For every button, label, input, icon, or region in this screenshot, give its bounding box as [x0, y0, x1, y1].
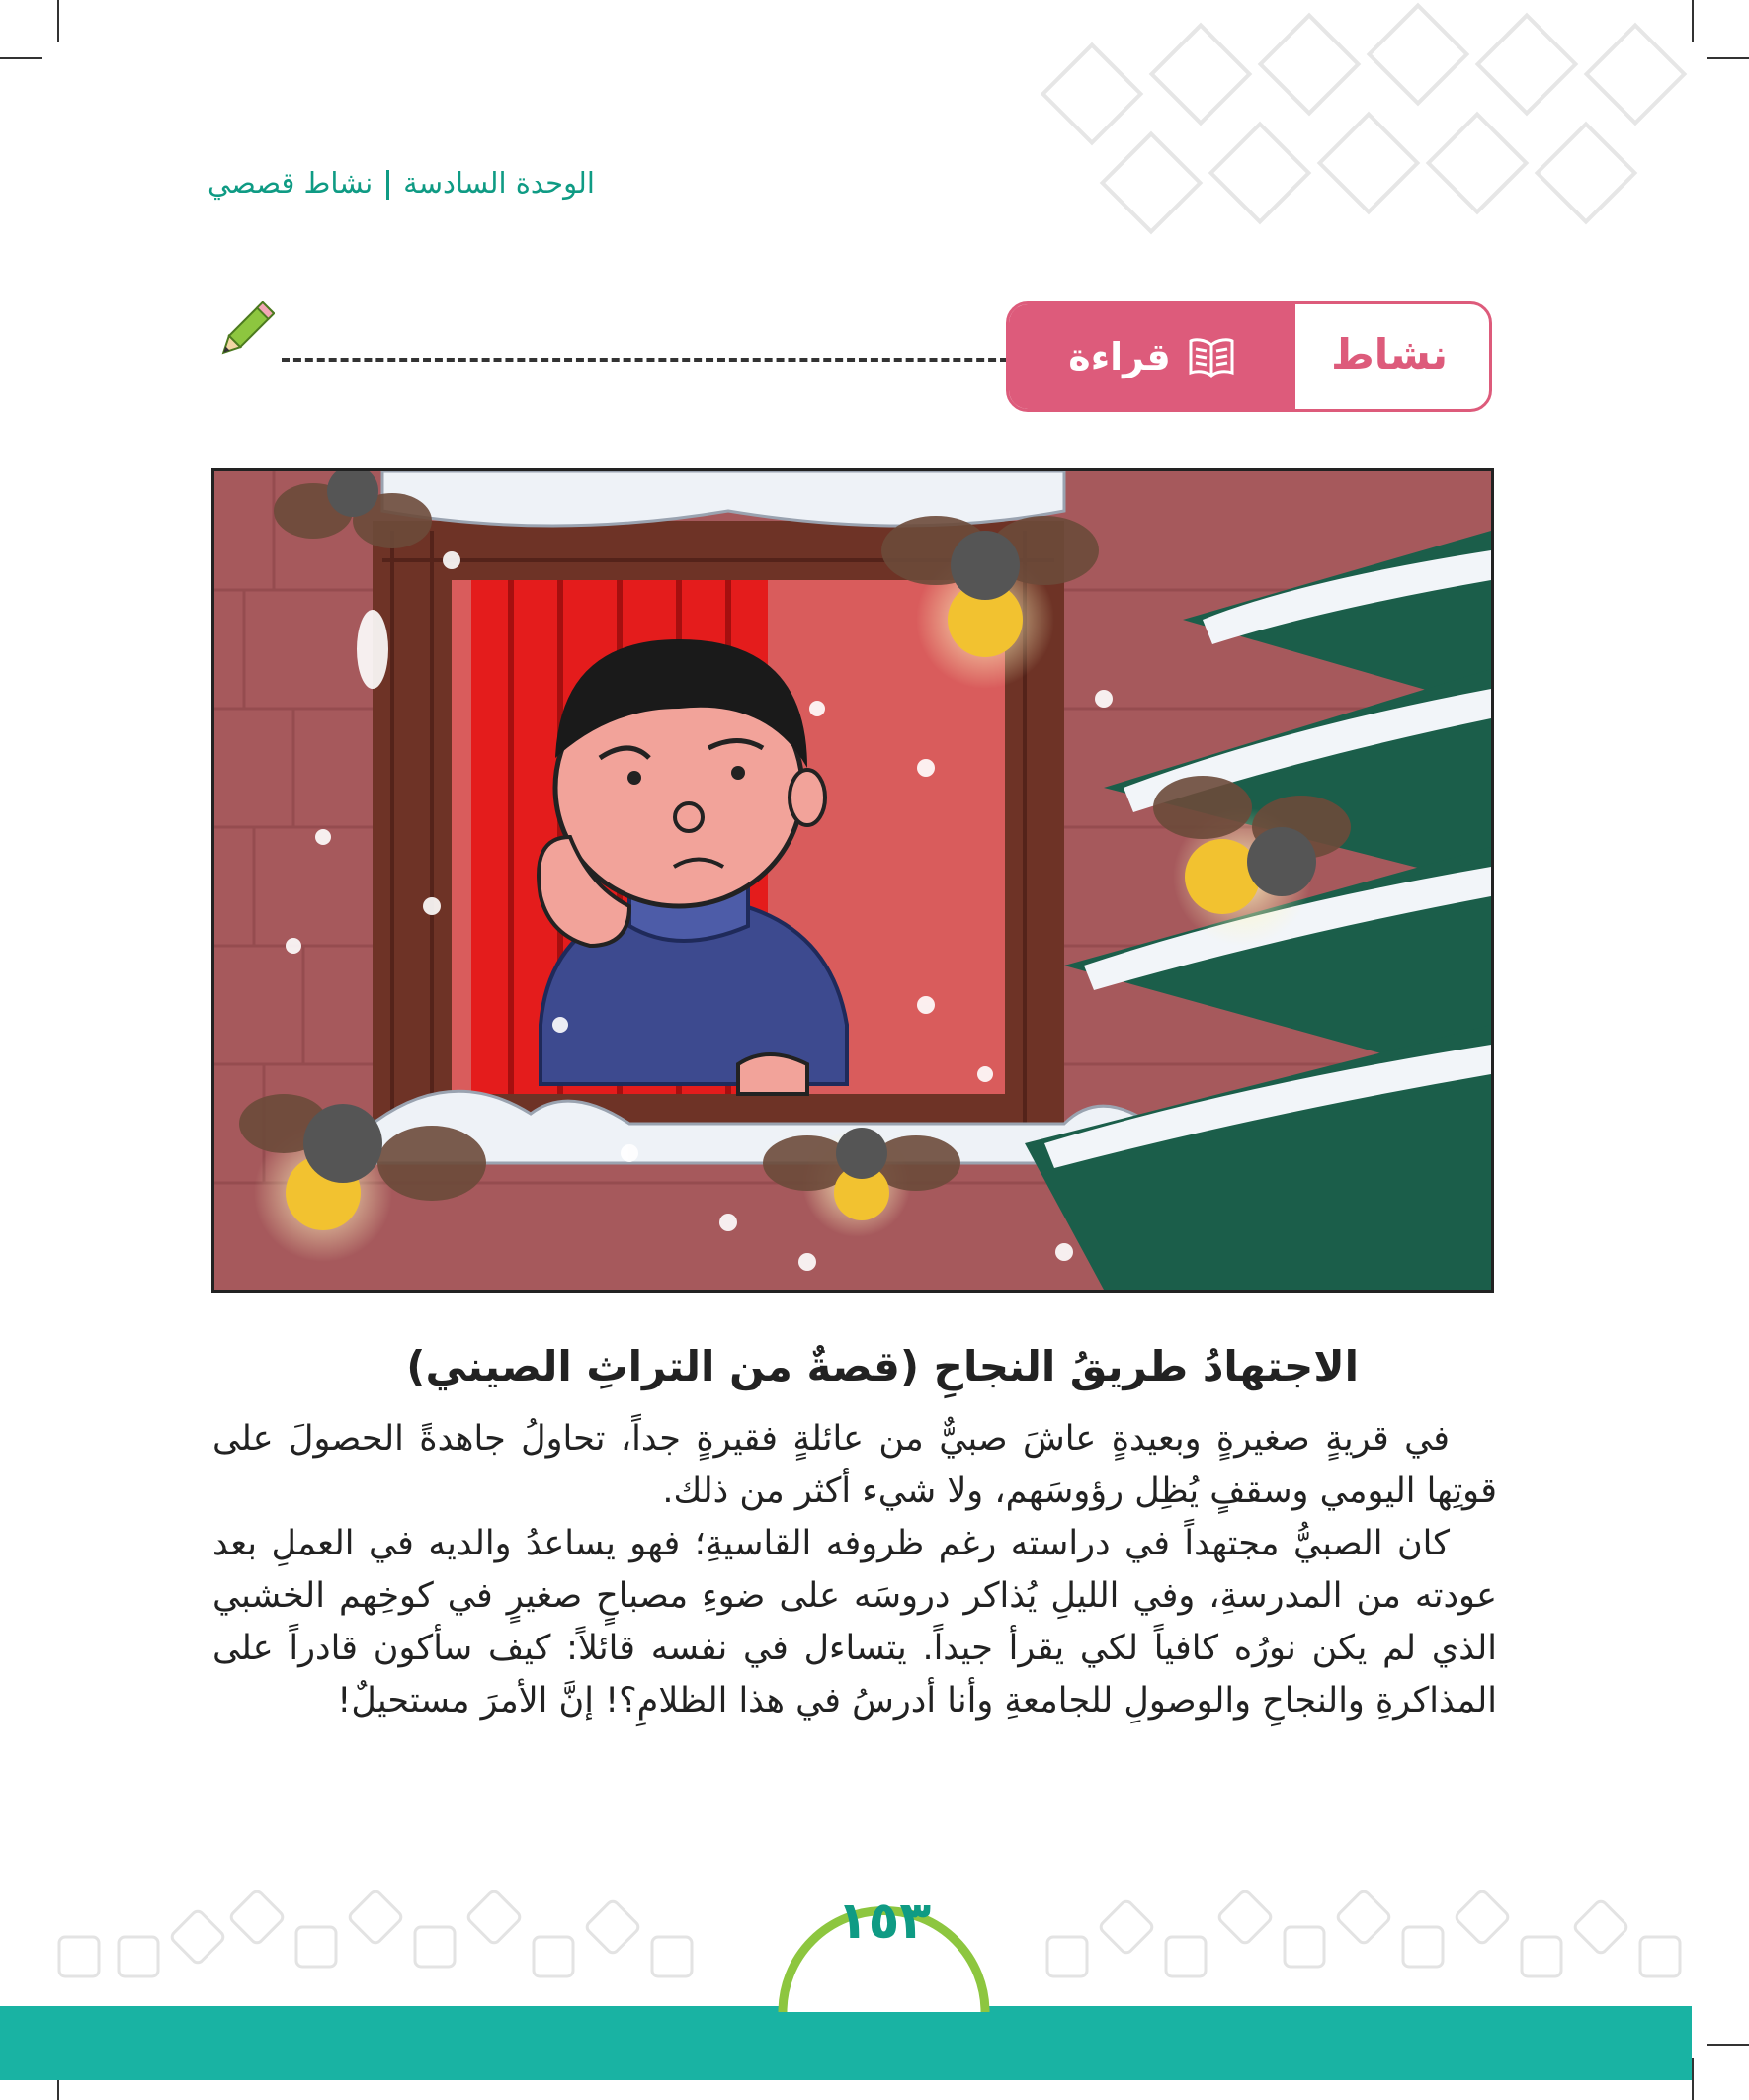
activity-type: [1009, 304, 1295, 409]
activity-badge: [1006, 301, 1492, 412]
footer-bar: [0, 2006, 1692, 2080]
crop-mark: [1692, 2058, 1694, 2100]
story-text: [212, 1413, 1497, 1727]
illustration-art: [214, 471, 1491, 1290]
crop-mark: [57, 0, 59, 42]
story-paragraph: كان الصبيُّ مجتهداً في دراسته رغم ظروفه القاسيةِ؛ فهو يساعدُ والديه في العملِ بعد عودته من المدرسةِ، وفي الليلِ يُذاكر دروسَه على ضوءِ مصباحٍ صغيرٍ في كوخِهم الخشبي الذي لم يكن نورُه كافياً لكي يقرأ جيداً. يتساءل في نفسه قائلاً: كيف سأكون قادراً على المذاكرةِ والنجاحِ والوصولِ للجامعةِ وأنا أدرسُ في هذا الظلامِ؟! إنَّ الأمرَ مستحيلٌ!: [212, 1524, 1497, 1721]
crop-mark: [0, 57, 42, 59]
dashed-line: [282, 358, 1008, 362]
unit-title: الوحدة السادسة: [403, 166, 595, 200]
activity-label: نشاط: [1331, 330, 1448, 378]
book-icon: [1187, 335, 1236, 378]
story-title: الاجتهادُ طريقُ النجاحِ (قصةٌ من التراثِ الصيني): [406, 1342, 1359, 1390]
story-illustration: [211, 468, 1494, 1293]
section-title: نشاط قصصي: [208, 166, 374, 200]
page-number: ١٥٣: [836, 1891, 932, 1951]
crop-mark: [1707, 57, 1749, 59]
pencil-icon: [211, 301, 275, 365]
story-paragraph: في قريةٍ صغيرةٍ وبعيدةٍ عاشَ صبيٌّ من عائلةٍ فقيرةٍ جداً، تحاولُ جاهدةً الحصولَ على قوتِها اليومي وسقفٍ يُظِل رؤوسَهم، ولا شيء أكثر من ذلك.: [212, 1419, 1497, 1511]
header-separator: [386, 170, 389, 200]
unit-header: [208, 166, 595, 200]
page-number-badge: [773, 1874, 995, 2012]
decorative-pattern: [1028, 0, 1700, 296]
crop-mark: [1707, 2044, 1749, 2046]
activity-type-label: قراءة: [1068, 335, 1171, 378]
